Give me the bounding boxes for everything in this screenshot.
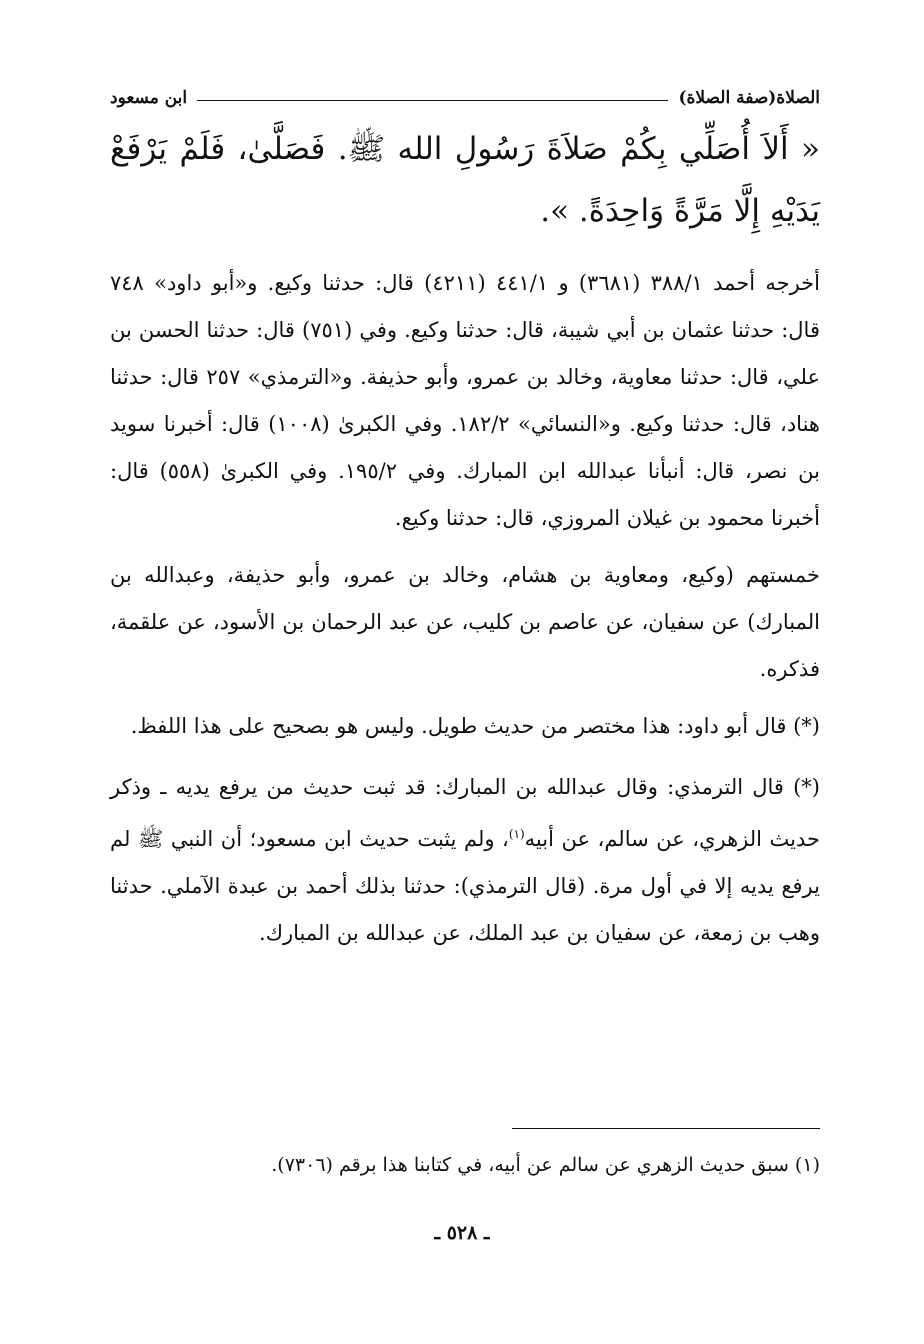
abu-dawud-note: (*) قال أبو داود: هذا مختصر من حديث طويل. وليس هو بصحيح على هذا اللفظ. [130, 714, 820, 738]
main-text [110, 118, 820, 967]
running-header [110, 78, 820, 108]
footnote: (١) سبق حديث الزهري عن سالم عن أبيه، في كتابنا هذا برقم (٧٣٠٦). [271, 1154, 820, 1176]
header-section-title: ابن مسعود [110, 88, 188, 108]
footnote-separator [512, 1128, 820, 1129]
header-chapter-title: الصلاة(صفة الصلاة) [678, 88, 820, 108]
takhrij-paragraph: أخرجه أحمد ٣٨٨/١ (٣٦٨١) و ٤٤١/١ (٤٢١١) قال: حدثنا وكيع. و«أبو داود» ٧٤٨ قال: حدثنا عثمان بن أبي شيبة، قال: حدثنا وكيع. وفي (٧٥١) قال: حدثنا الحسن بن علي، قال: حدثنا معاوية، وخالد بن عمرو، وأبو حذيفة. و«الترمذي» ٢٥٧ قال: حدثنا هناد، قال: حدثنا وكيع. و«النسائي» ١٨٢/٢. وفي الكبرىٰ (١٠٠٨) قال: أخبرنا سويد بن نصر، قال: أنبأنا عبدالله ابن المبارك. وفي ١٩٥/٢. وفي الكبرىٰ (٥٥٨) قال: أخبرنا محمود بن غيلان المروزي، قال: حدثنا وكيع. [110, 271, 821, 530]
tirmidhi-note [110, 764, 820, 957]
narrators-paragraph: خمستهم (وكيع، ومعاوية بن هشام، وخالد بن عمرو، وأبو حذيفة، وعبدالله بن المبارك) عن سفيان، عن عاصم بن كليب، عن عبد الرحمان بن الأسود، عن علقمة، فذكره. [110, 563, 820, 681]
tirmidhi-note-part-1: (*) قال الترمذي: وقال عبدالله بن المبارك: قد ثبت حديث من يرفع يديه ـ وذكر حديث الزهري، عن سالم، عن أبيه [110, 775, 820, 851]
hadith-text: « أَلاَ أُصَلِّي بِكُمْ صَلاَةَ رَسُولِ الله ﷺ. فَصَلَّىٰ، فَلَمْ يَرْفَعْ يَدَيْهِ إِلَّا مَرَّةً وَاحِدَةً. ». [110, 131, 820, 229]
page-number: ـ ٥٢٨ ـ [434, 1222, 490, 1244]
header-rule [197, 100, 668, 101]
footnote-reference[interactable]: (١) [508, 827, 525, 841]
tirmidhi-note-part-2: ، ولم يثبت حديث ابن مسعود؛ أن النبي ﷺ لم يرفع يديه إلا في أول مرة. (قال الترمذي): حدثنا بذلك أحمد بن عبدة الآملي. حدثنا وهب بن زمعة، عن سفيان بن عبد الملك، عن عبدالله بن المبارك. [110, 827, 820, 945]
